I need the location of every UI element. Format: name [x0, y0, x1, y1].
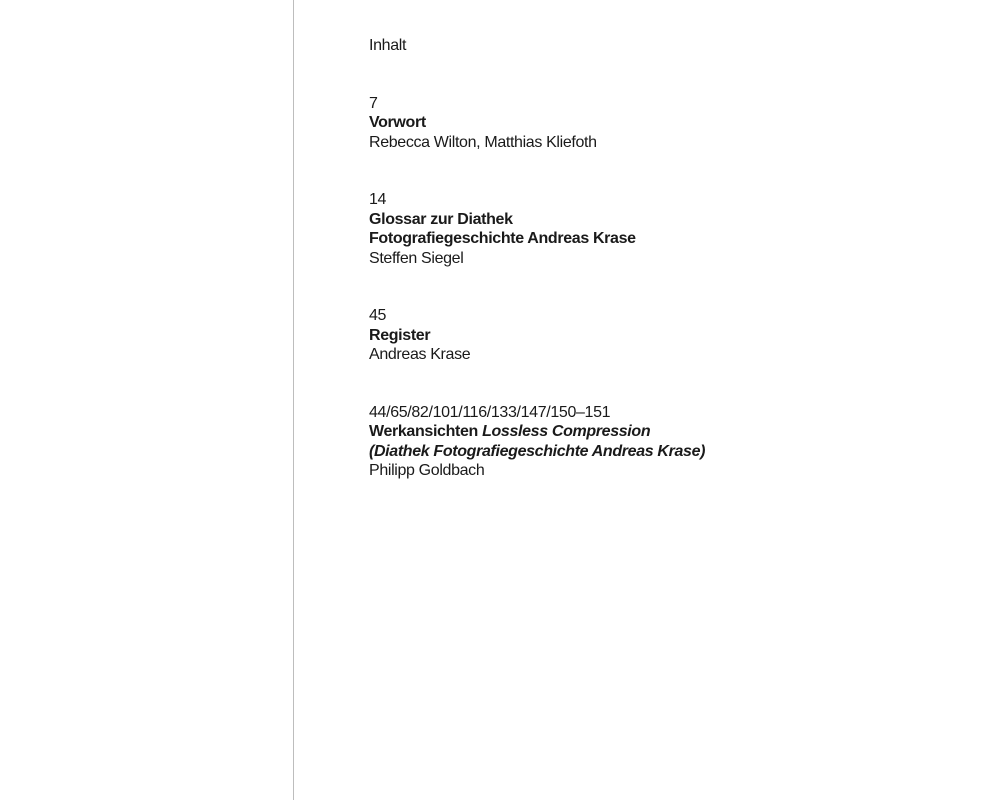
toc-entry-register: [369, 306, 969, 365]
toc-author: Rebecca Wilton, Matthias Kliefoth: [369, 133, 597, 151]
toc-page-number: 7: [369, 94, 378, 112]
toc-heading: Inhalt: [369, 37, 407, 54]
toc-title: Vorwort: [369, 114, 426, 131]
toc-title: Register: [369, 326, 431, 344]
toc-title-continued: (Diathek Fotografiegeschichte Andreas Krase): [369, 442, 706, 460]
toc-entry-glossar: [369, 190, 969, 268]
toc-title-italic: Lossless Compression: [482, 423, 651, 440]
toc-page-number: 45: [369, 307, 387, 324]
toc-author: Steffen Siegel: [369, 249, 464, 267]
toc-entry-werkansichten: [369, 403, 969, 481]
toc-page-number: 14: [369, 191, 387, 208]
toc-page-number: 44/65/82/101/116/133/147/150–151: [369, 403, 611, 421]
toc-entry-vorwort: [369, 94, 969, 153]
toc-author: Andreas Krase: [369, 346, 471, 363]
toc-title: Glossar zur Diathek: [369, 210, 513, 228]
table-of-contents: [369, 36, 969, 519]
page-gutter-rule: [293, 0, 294, 800]
toc-title-prefix: Werkansichten: [369, 423, 483, 440]
toc-title: [369, 422, 969, 442]
toc-author: Philipp Goldbach: [369, 462, 485, 479]
toc-title-continued: Fotografiegeschichte Andreas Krase: [369, 230, 636, 247]
